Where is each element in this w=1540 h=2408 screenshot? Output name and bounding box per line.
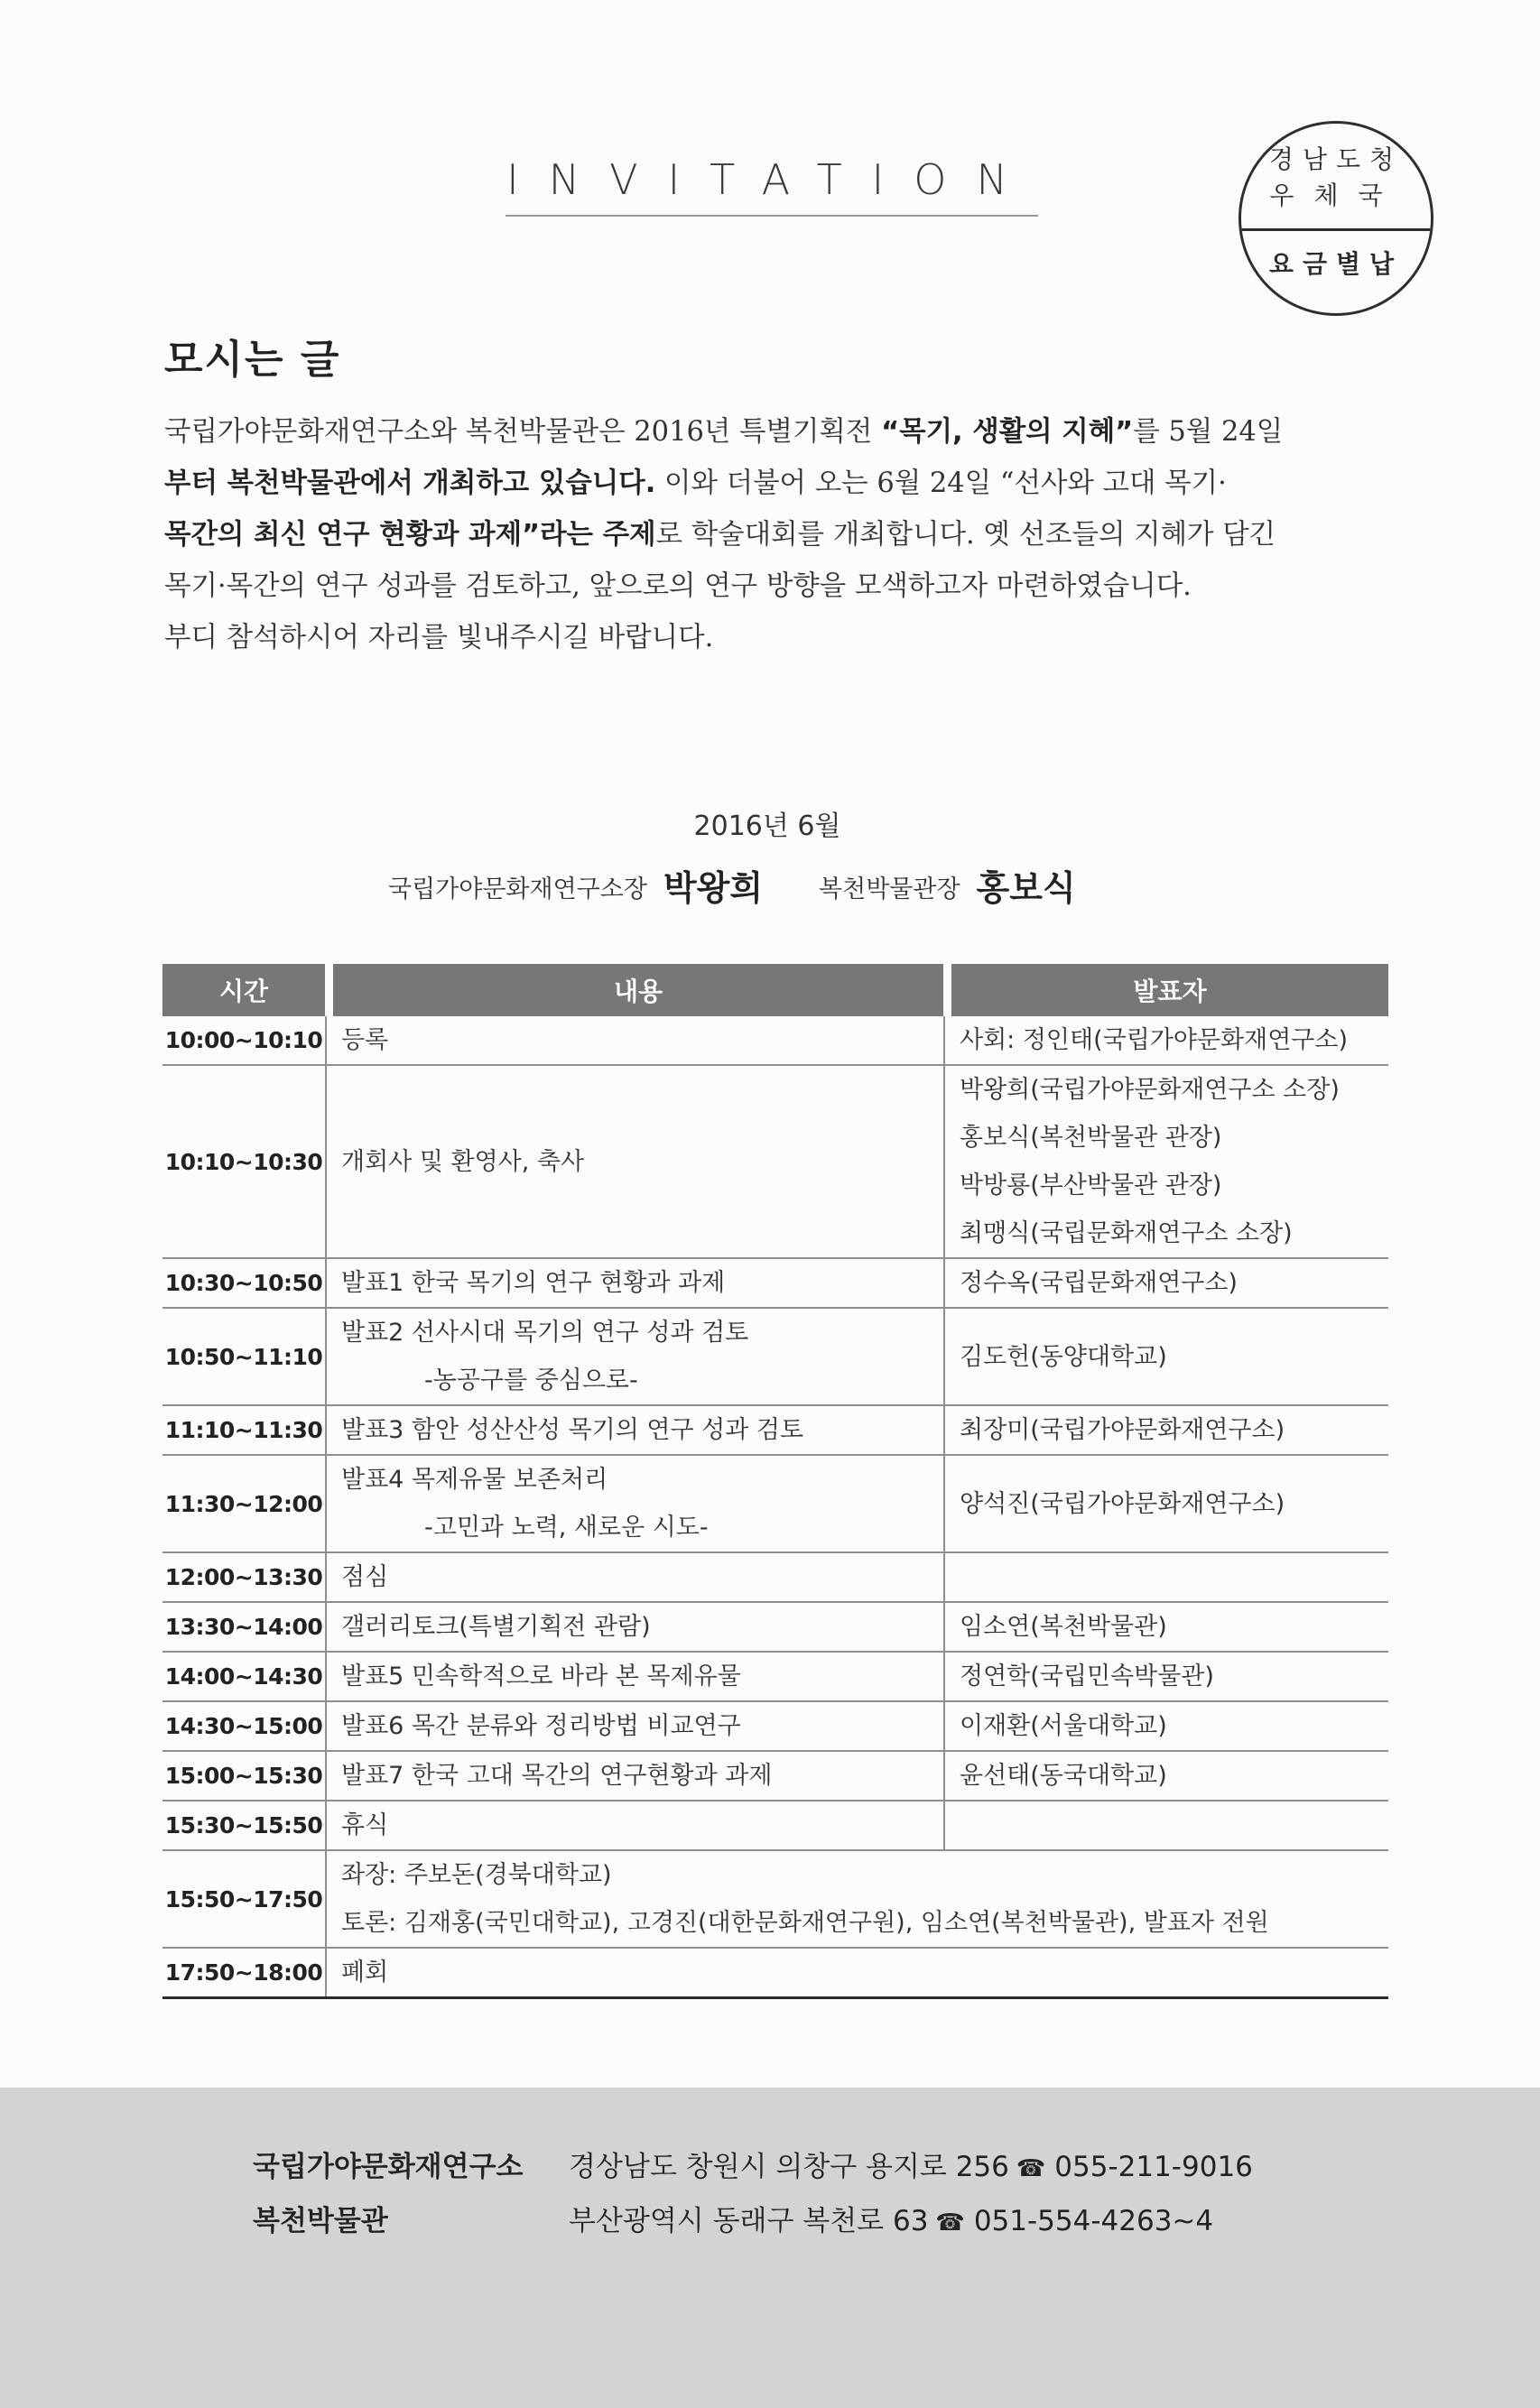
header-content: 내용 [333,964,943,1016]
signatories [388,857,1076,907]
row-content [325,1406,943,1454]
schedule-table [162,964,1388,1999]
table-row [162,1257,1388,1307]
postage-divider [1241,228,1431,231]
discussion-panel: 토론: 김재홍(국민대학교), 고경진(대한문화재연구원), 임소연(복천박물관), 발표자 전원 [341,1909,1269,1937]
paragraph-line [164,509,1410,560]
line-emphasis: “목기, 생활의 지혜” [881,416,1134,448]
row-content [325,1801,943,1849]
contact-row-2 [253,2198,1213,2238]
content-title: 발표5 민속학적으로 바라 본 목제유물 [341,1662,741,1690]
table-row [162,1700,1388,1750]
postage-office-line1: 경남도청 [1268,144,1404,174]
line-text: 를 5월 24일 [1133,416,1284,448]
presenter-name: 이재환(서울대학교) [960,1712,1167,1740]
contact-phone-2: 051-554-4263~4 [973,2205,1214,2237]
table-row [162,1800,1388,1849]
row-time: 10:30~10:50 [164,1270,323,1296]
row-presenter [943,1801,1388,1849]
table-bottom-rule [162,1996,1388,1999]
presenter-name: 김도헌(동양대학교) [960,1342,1167,1371]
presenter-name: 사회: 정인태(국립가야문화재연구소) [960,1026,1348,1054]
table-row-closing [162,1947,1388,1996]
row-content [325,1653,943,1700]
table-row [162,1454,1388,1551]
row-content [325,1553,943,1601]
row-presenter [943,1752,1388,1800]
table-row [162,1651,1388,1700]
row-content [325,1259,943,1307]
table-row [162,1404,1388,1454]
table-header [162,964,1388,1016]
row-content [325,1702,943,1750]
discussion-cell [325,1851,1388,1947]
presenter-name: 정수옥(국립문화재연구소) [960,1269,1238,1297]
signatory-2-title: 복천박물관장 [819,875,960,903]
row-presenter [943,1653,1388,1700]
signatory-2-name: 홍보식 [976,868,1076,908]
presenter-name: 임소연(복천박물관) [960,1613,1167,1641]
phone-icon: ☎ [1016,2155,1046,2182]
presenter-name: 양석진(국립가야문화재연구소) [960,1489,1285,1518]
intro-paragraph [164,406,1410,663]
issue-date: 2016년 6월 [693,810,841,842]
paragraph-line [164,458,1410,509]
row-content [325,1752,943,1800]
title-underline [506,215,1038,217]
row-presenter [943,1603,1388,1651]
presenter-name: 정연학(국립민속박물관) [960,1662,1214,1690]
presenter-name [960,1801,1388,1849]
invitation-title: INVITATION [506,155,1037,204]
row-time: 15:30~15:50 [164,1812,323,1838]
row-time: 14:30~15:00 [164,1713,323,1739]
contact-org-2: 복천박물관 [253,2205,388,2237]
table-row [162,1601,1388,1651]
table-row [162,1307,1388,1404]
row-presenter [943,1702,1388,1750]
line-text: 이와 더불어 오는 6월 24일 “선사와 고대 목기· [655,468,1227,499]
table-row [162,1064,1388,1257]
table-row [162,1551,1388,1601]
content-title: 발표3 함안 성산산성 목기의 연구 성과 검토 [341,1416,804,1444]
table-body [162,1016,1388,1849]
contact-org-1: 국립가야문화재연구소 [253,2151,524,2183]
row-time: 11:30~12:00 [164,1490,323,1517]
row-presenter [943,1553,1388,1601]
closing-cell [325,1949,1388,1996]
presenter-name: 홍보식(복천박물관 관장) [960,1124,1222,1152]
contact-address-1: 경상남도 창원시 의창구 용지로 256 [569,2151,1009,2183]
line-emphasis: 부터 복천박물관에서 개최하고 있습니다. [164,468,656,499]
row-content [325,1066,943,1257]
line-text: 로 학술대회를 개최합니다. 옛 선조들의 지혜가 담긴 [655,519,1276,551]
content-title: 발표4 목제유물 보존처리 [341,1466,608,1494]
contact-address-2: 부산광역시 동래구 복천로 63 [569,2205,929,2237]
contact-footer [0,2088,1540,2408]
line-text: 국립가야문화재연구소와 복천박물관은 2016년 특별기획전 [164,416,882,448]
contact-row-1 [253,2144,1253,2184]
paragraph-line [164,560,1410,612]
row-presenter [943,1456,1388,1551]
closing-content: 폐회 [341,1959,389,1987]
content-title: 발표6 목간 분류와 정리방법 비교연구 [341,1712,741,1740]
content-title: 점심 [341,1563,389,1591]
row-presenter [943,1066,1388,1257]
row-presenter [943,1259,1388,1307]
paragraph-line [164,612,1410,663]
table-row [162,1750,1388,1800]
row-time: 15:50~17:50 [164,1885,323,1913]
header-presenter: 발표자 [951,964,1388,1016]
row-time: 10:10~10:30 [164,1148,323,1175]
contact-phone-1: 055-211-9016 [1054,2151,1253,2183]
presenter-name: 윤선태(동국대학교) [960,1762,1167,1790]
row-content [325,1309,943,1404]
row-presenter [943,1309,1388,1404]
intro-heading: 모시는 글 [164,337,341,383]
presenter-name: 박방룡(부산박물관 관장) [960,1172,1222,1199]
row-content [325,1016,943,1064]
phone-icon: ☎ [935,2209,965,2237]
line-text: 목기·목간의 연구 성과를 검토하고, 앞으로의 연구 방향을 모색하고자 마련하였습니다. [164,570,1192,602]
presenter-name: 최장미(국립가야문화재연구소) [960,1416,1285,1444]
row-time: 17:50~18:00 [164,1959,323,1986]
paragraph-line [164,406,1410,458]
row-time: 14:00~14:30 [164,1663,323,1690]
row-presenter [943,1406,1388,1454]
content-title: 휴식 [341,1811,389,1839]
row-time: 11:10~11:30 [164,1417,323,1443]
presenter-name [960,1553,1388,1601]
presenter-name: 최맹식(국립문화재연구소 소장) [960,1219,1293,1247]
postage-office-line2: 우체국 [1269,181,1403,210]
content-title: 등록 [341,1026,389,1054]
presenter-name: 박왕희(국립가야문화재연구소 소장) [960,1076,1340,1104]
signatory-1-title: 국립가야문화재연구소장 [388,875,647,903]
header-time: 시간 [162,964,325,1016]
content-title: 개회사 및 환영사, 축사 [341,1147,585,1176]
content-title: 발표2 선사시대 목기의 연구 성과 검토 [341,1319,749,1347]
table-row-discussion [162,1849,1388,1947]
line-text: 부디 참석하시어 자리를 빛내주시길 바랍니다. [164,622,714,653]
row-time: 13:30~14:00 [164,1614,323,1640]
content-title: 발표1 한국 목기의 연구 현황과 과제 [341,1269,726,1297]
row-time: 10:50~11:10 [164,1343,323,1370]
postage-mark [1238,121,1433,316]
content-title: 발표7 한국 고대 목간의 연구현황과 과제 [341,1762,773,1790]
row-time: 10:00~10:10 [164,1027,323,1053]
row-presenter [943,1016,1388,1064]
discussion-chair: 좌장: 주보돈(경북대학교) [341,1861,612,1889]
content-subtitle: -농공구를 중심으로- [424,1366,638,1394]
table-row [162,1016,1388,1064]
row-time: 15:00~15:30 [164,1763,323,1789]
postage-paid-label: 요금별납 [1268,249,1404,279]
content-title: 갤러리토크(특별기획전 관람) [341,1613,651,1641]
signatory-1-name: 박왕희 [663,868,764,908]
content-subtitle: -고민과 노력, 새로운 시도- [424,1514,709,1542]
row-time: 12:00~13:30 [164,1564,323,1590]
row-content [325,1603,943,1651]
row-content [325,1456,943,1551]
line-emphasis: 목간의 최신 연구 현황과 과제”라는 주제 [164,519,656,551]
